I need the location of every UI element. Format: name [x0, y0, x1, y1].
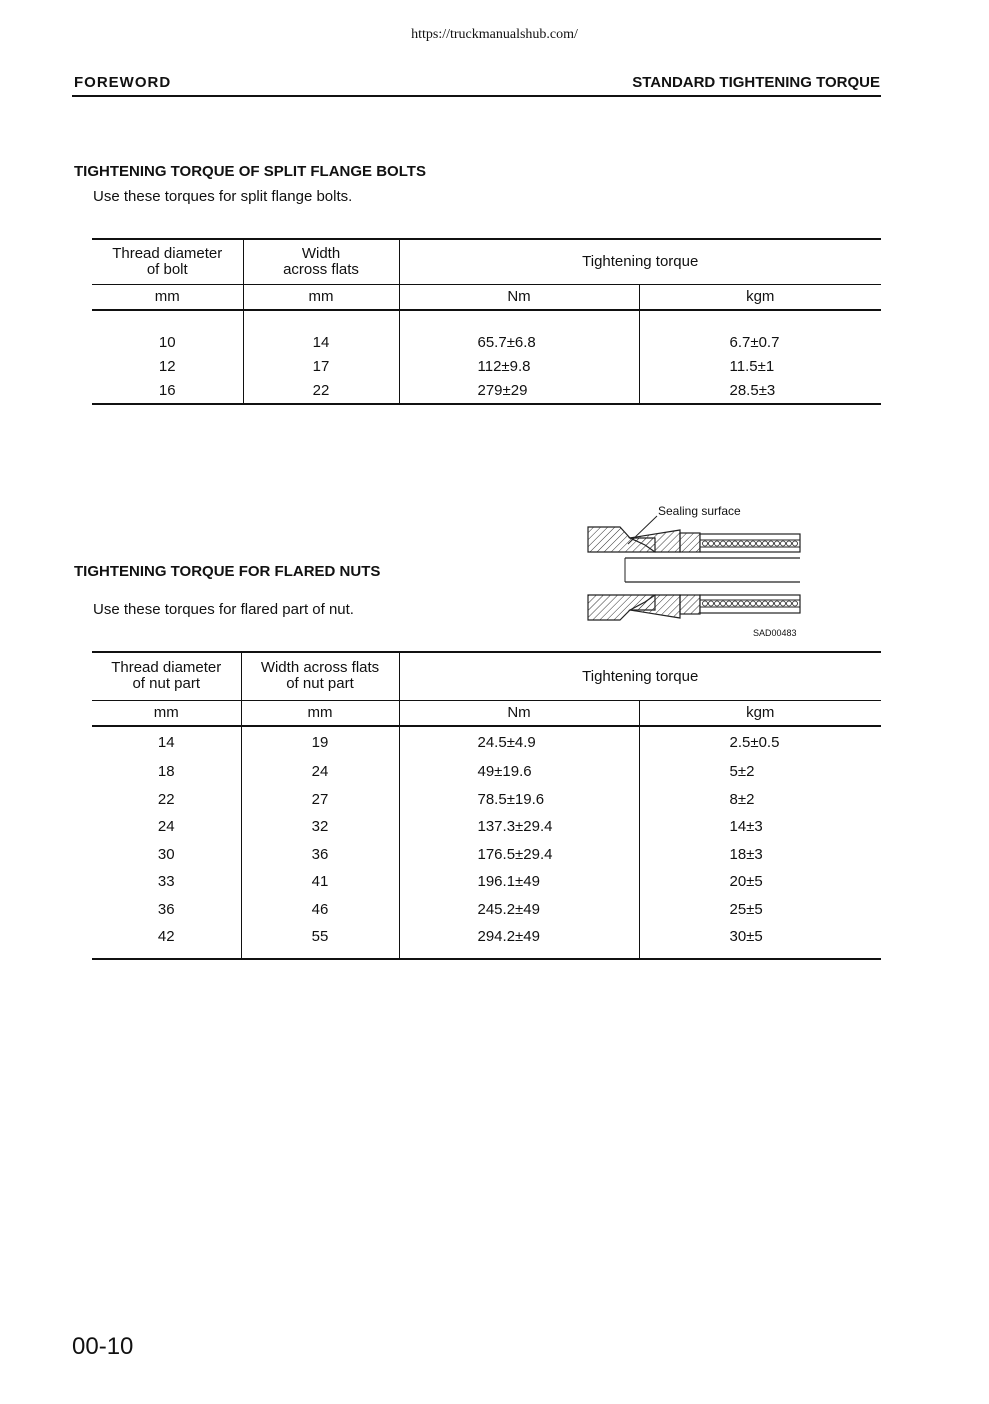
- cell: 176.5±29.4: [399, 840, 639, 868]
- col-width-line2: across flats: [283, 260, 359, 278]
- cell: 32: [241, 813, 399, 840]
- cell: 14: [243, 330, 399, 354]
- header-rule: [72, 95, 881, 97]
- table-units-row: [92, 284, 881, 310]
- cell: 14: [92, 726, 241, 758]
- col-tightening-torque: Tightening torque: [399, 239, 881, 284]
- header-title: STANDARD TIGHTENING TORQUE: [632, 74, 880, 91]
- unit-cell: Nm: [399, 284, 639, 310]
- table-row: [92, 378, 881, 404]
- table-header-row: [92, 652, 881, 700]
- cell: 11.5±1: [729, 357, 775, 375]
- cell: 294.2±49: [399, 923, 639, 959]
- col-width-across-flats: [243, 239, 399, 284]
- table-row: [92, 758, 881, 785]
- header-section: FOREWORD: [74, 74, 172, 91]
- cell: 36: [241, 840, 399, 868]
- unit-cell: Nm: [399, 700, 639, 726]
- cell: 28.5±3: [729, 382, 776, 399]
- table-row: [92, 330, 881, 354]
- table-units-row: [92, 700, 881, 726]
- cell: 46: [241, 895, 399, 923]
- col-thread-diameter: [92, 652, 241, 700]
- split-flange-subtitle: Use these torques for split flange bolts.: [93, 188, 353, 205]
- cell: 2.5±0.5: [729, 734, 780, 751]
- cell: 22: [243, 378, 399, 404]
- unit-cell: mm: [243, 284, 399, 310]
- cell: 36: [92, 895, 241, 923]
- cell: 16: [92, 378, 243, 404]
- cell: 30±5: [729, 928, 763, 945]
- col-width-line2: of nut part: [286, 675, 354, 693]
- unit-cell: kgm: [639, 284, 881, 310]
- table-header-row: [92, 239, 881, 284]
- flared-nut-diagram: [585, 500, 810, 640]
- cell: 112±9.8: [399, 354, 639, 378]
- cell: 12: [92, 354, 243, 378]
- cell: 30: [92, 840, 241, 868]
- source-url[interactable]: https://truckmanualshub.com/: [411, 27, 578, 42]
- cell: 27: [241, 785, 399, 813]
- cell: 196.1±49: [399, 868, 639, 895]
- cell: 19: [241, 726, 399, 758]
- col-width-across-flats: [241, 652, 399, 700]
- unit-cell: mm: [241, 700, 399, 726]
- cell: 137.3±29.4: [399, 813, 639, 840]
- col-thread-diameter-line1: Thread diameter: [112, 244, 223, 262]
- cell: 41: [241, 868, 399, 895]
- flared-nuts-title: TIGHTENING TORQUE FOR FLARED NUTS: [74, 563, 381, 580]
- table-row: [92, 923, 881, 959]
- table-row: [92, 354, 881, 378]
- flared-nuts-subtitle: Use these torques for flared part of nut.: [93, 601, 354, 618]
- flared-nut-cross-section: [585, 500, 810, 640]
- table-row: [92, 813, 881, 840]
- col-thread-diameter-line2: of bolt: [146, 260, 188, 278]
- cell: 33: [92, 868, 241, 895]
- flared-nuts-table: [92, 651, 881, 960]
- sealing-surface-label: Sealing surface: [658, 504, 741, 518]
- cell: 279±29: [399, 378, 639, 404]
- cell: 20±5: [729, 873, 763, 890]
- cell: 6.7±0.7: [729, 333, 780, 351]
- cell: 65.7±6.8: [399, 330, 639, 354]
- cell: 17: [243, 354, 399, 378]
- cell: 24.5±4.9: [399, 726, 639, 758]
- cell: 24: [241, 758, 399, 785]
- split-flange-title: TIGHTENING TORQUE OF SPLIT FLANGE BOLTS: [74, 163, 426, 180]
- cell: 24: [92, 813, 241, 840]
- unit-cell: mm: [92, 284, 243, 310]
- cell: 22: [92, 785, 241, 813]
- cell: 25±5: [729, 900, 763, 918]
- col-width-line1: Width: [301, 244, 341, 262]
- table-row: [92, 726, 881, 758]
- cell: 8±2: [729, 790, 755, 808]
- col-thread-diameter: [92, 239, 243, 284]
- diagram-code: SAD00483: [753, 628, 797, 638]
- cell: 78.5±19.6: [399, 785, 639, 813]
- cell: 18±3: [729, 845, 763, 863]
- cell: 245.2±49: [399, 895, 639, 923]
- table-row: [92, 840, 881, 868]
- table-row: [92, 895, 881, 923]
- cell: 55: [241, 923, 399, 959]
- table-row: [92, 868, 881, 895]
- col-thread-diameter-line1: Thread diameter: [111, 659, 222, 677]
- cell: 5±2: [729, 763, 755, 780]
- cell: 42: [92, 923, 241, 959]
- cell: 49±19.6: [399, 758, 639, 785]
- table-row: [92, 785, 881, 813]
- cell: 10: [92, 330, 243, 354]
- page-number: 00-10: [72, 1333, 134, 1360]
- col-thread-diameter-line2: of nut part: [132, 675, 201, 693]
- cell: 18: [92, 758, 241, 785]
- table-spacer-row: [92, 310, 881, 330]
- col-tightening-torque: Tightening torque: [399, 652, 881, 700]
- split-flange-table: [92, 238, 881, 405]
- unit-cell: kgm: [639, 700, 881, 726]
- cell: 14±3: [729, 818, 763, 835]
- unit-cell: mm: [92, 700, 241, 726]
- col-width-line1: Width across flats: [260, 659, 380, 677]
